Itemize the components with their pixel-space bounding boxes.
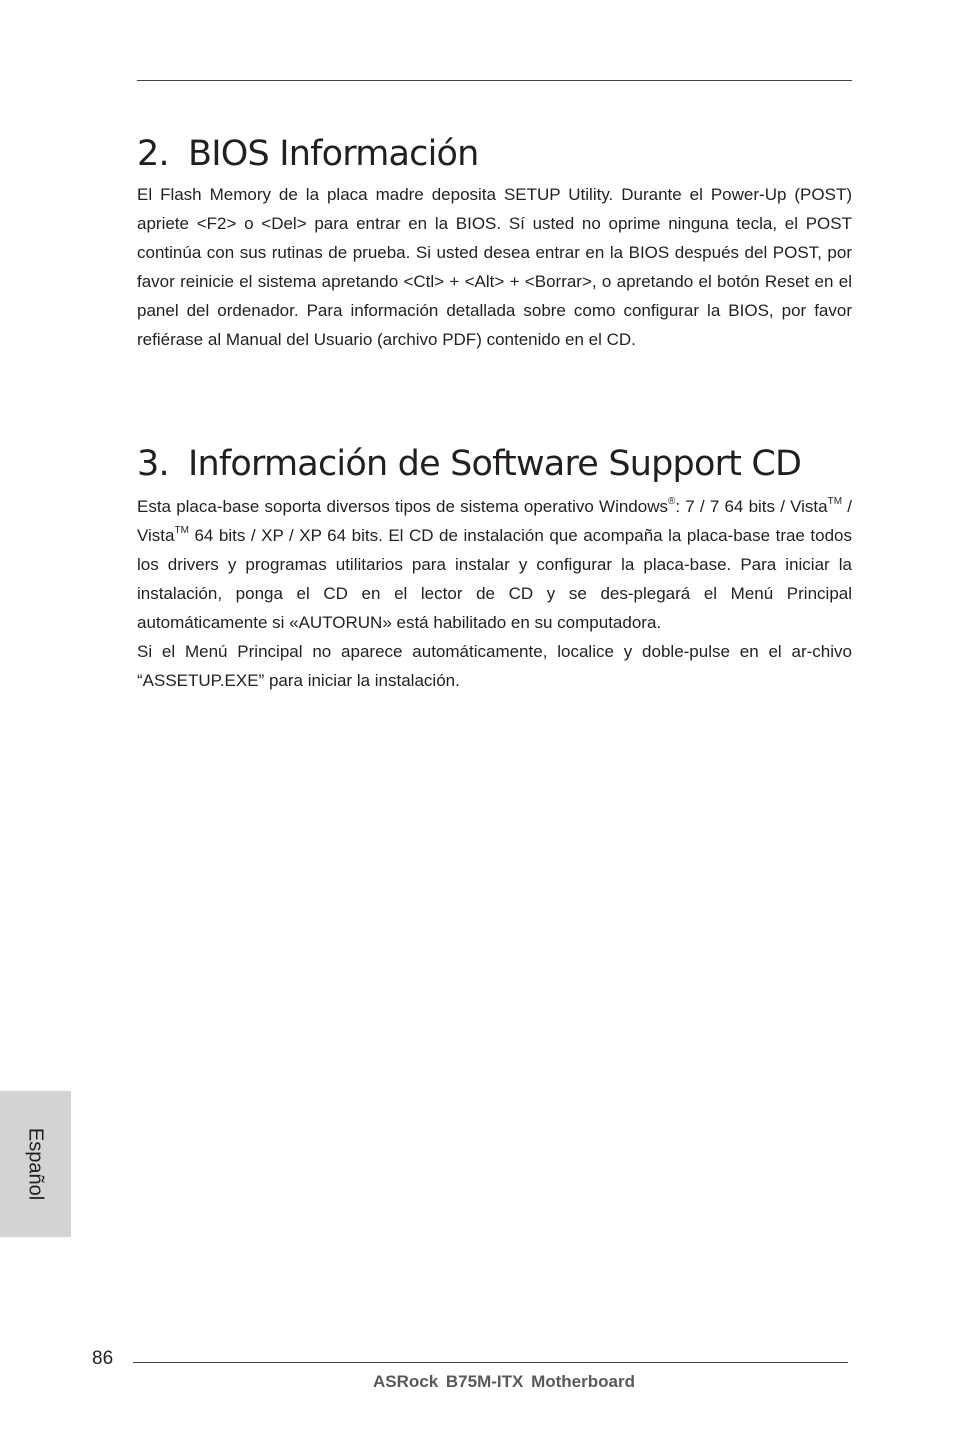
registered-mark: ® <box>667 496 676 507</box>
cd-text-part: : 7 / 7 64 bits / Vista <box>675 497 828 516</box>
trademark-mark: TM <box>174 525 189 536</box>
header-rule <box>137 80 852 81</box>
footer-rule <box>133 1362 848 1363</box>
language-label: Español <box>24 1127 47 1201</box>
footer-title: ASRock B75M-ITX Motherboard <box>373 1372 635 1391</box>
cd-text-part: / Vista <box>137 497 852 545</box>
section-title: Información de Software Support CD <box>188 444 802 484</box>
cd-text-part: Esta placa-base soporta diversos tipos de sistema operativo Windows <box>137 497 668 516</box>
trademark-mark: TM <box>827 496 843 507</box>
section-heading-bios <box>137 134 852 174</box>
language-side-tab <box>0 1091 71 1237</box>
cd-paragraph-1 <box>137 492 852 637</box>
cd-paragraph-2: Si el Menú Principal no aparece automáticamente, localice y doble-pulse en el ar-chivo “ASSETUP.EXE” para iniciar la instalación. <box>137 642 852 690</box>
section-number: 3. <box>137 444 169 484</box>
section-bios-information <box>137 134 852 354</box>
section-heading-cd <box>137 444 852 484</box>
bios-paragraph: El Flash Memory de la placa madre deposita SETUP Utility. Durante el Power-Up (POST) apriete <F2> o <Del> para entrar en la BIOS. Sí usted no oprime ninguna tecla, el POST continúa con sus rutinas de prueba. Si usted desea entrar en la BIOS después del POST, por favor reinicie el sistema apretando <Ctl> + <Alt> + <Borrar>, o apretando el botón Reset en el panel del ordenador. Para información detallada sobre como configurar la BIOS, por favor refiérase al Manual del Usuario (archivo PDF) contenido en el CD. <box>137 185 852 349</box>
page-number: 86 <box>92 1348 114 1369</box>
section-software-support-cd <box>137 444 852 695</box>
section-title: BIOS Información <box>188 134 479 174</box>
cd-text-part: 64 bits / XP / XP 64 bits. El CD de instalación que acompaña la placa-base trae todos los drivers y programas utilitarios para instalar y configurar la placa-base. Para iniciar la instalación, ponga el CD en el lector de CD y se des-plegará el Menú Principal automáticamente si «AUTORUN» está habilitado en su computadora. <box>137 526 852 632</box>
section-number: 2. <box>137 134 169 174</box>
